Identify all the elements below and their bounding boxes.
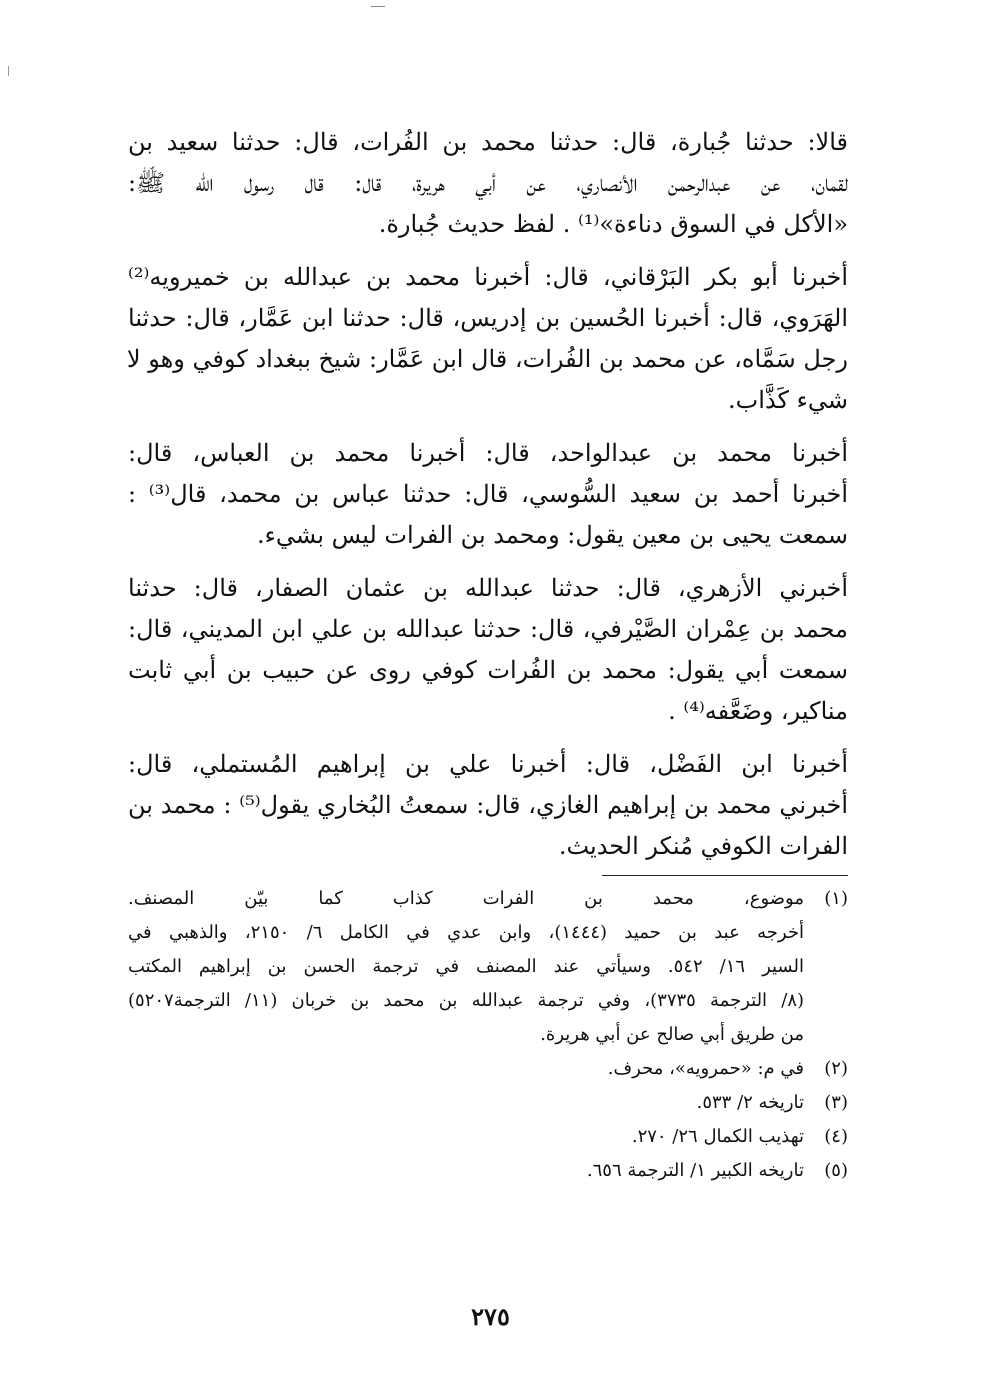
footnote-text [128,1052,804,1086]
text-line: مناكير، وضَعَّفه⁽⁴⁾ . [668,697,848,725]
text-line: لقمان، عن عبدالرحمن الأنصاري، عن أبي هريرة، قال: قال رسول الله ﷺ: [128,169,848,197]
text-line: قالا: حدثنا جُبارة، قال: حدثنا محمد بن الفُرات، قال: حدثنا سعيد بن [128,128,848,156]
margin-mark [8,66,9,76]
footnote-number: (٥) [824,1160,848,1181]
footnote-line: في م: «حمرويه»، محرف. [607,1058,804,1079]
footnote-line: موضوع، محمد بن الفرات كذاب كما بيّن المصنف. [128,888,804,909]
text-line: شيء كَذَّاب. [728,386,848,414]
text-line: سمعت يحيى بن معين يقول: ومحمد بن الفرات ليس بشيء. [257,521,848,549]
footnote-line: من طريق أبي صالح عن أبي هريرة. [540,1024,804,1045]
footnote-line: تاريخه الكبير ١/ الترجمة ٦٥٦. [586,1160,804,1181]
text-line: الهَرَوي، قال: أخبرنا الحُسين بن إدريس، قال: حدثنا ابن عَمَّار، قال: حدثنا [128,304,848,332]
paragraph [128,122,848,245]
page-number: ٢٧٥ [471,1302,510,1331]
text-line: أخبرنا محمد بن عبدالواحد، قال: أخبرنا محمد بن العباس، قال: [128,439,848,467]
footnote-text [128,1086,804,1120]
footnote [128,1052,848,1086]
text-line: أخبرني الأزهري، قال: حدثنا عبدالله بن عثمان الصفار، قال: حدثنا [128,574,848,602]
footnote-number: (٤) [824,1126,848,1147]
footnote-line: السير ١٦/ ٥٤٢. وسيأتي عند المصنف في ترجمة الحسن بن إبراهيم المكتب [128,956,804,977]
text-line: الفرات الكوفي مُنكر الحديث. [558,832,848,860]
top-mark [371,6,385,7]
footnote-text [128,1154,804,1188]
paragraph [128,568,848,732]
footnote-text [128,882,804,1052]
text-line: أخبرنا ابن الفَضْل، قال: أخبرنا علي بن إبراهيم المُستملي، قال: [128,750,848,778]
text-line: محمد بن عِمْران الصَّيْرفي، قال: حدثنا عبدالله بن علي ابن المديني، قال: [128,615,848,643]
text-line: رجل سَمَّاه، عن محمد بن الفُرات، قال ابن عَمَّار: شيخ ببغداد كوفي وهو لا [126,345,848,373]
footnote [128,882,848,1052]
footnotes [128,882,848,1188]
footnote-line: تهذيب الكمال ٢٦/ ٢٧٠. [631,1126,804,1147]
text-line: أخبرني محمد بن إبراهيم الغازي، قال: سمعتُ البُخاري يقول⁽⁵⁾ : محمد بن [128,791,849,819]
paragraph [128,744,848,867]
footnote-separator [602,875,848,876]
footnote [128,1086,848,1120]
text-line: «الأكل في السوق دناءة»⁽¹⁾ . لفظ حديث جُبارة. [378,210,848,238]
page-body [128,122,848,1188]
footnote-line: (٨/ الترجمة ٣٧٣٥)، وفي ترجمة عبدالله بن محمد بن خربان (١١/ الترجمة٥٢٠٧) [128,990,805,1011]
footnote-text [128,1120,804,1154]
footnote-line: أخرجه عبد بن حميد (١٤٤٤)، وابن عدي في الكامل ٦/ ٢١٥٠، والذهبي في [128,922,804,943]
paragraph [128,433,848,556]
text-line: أخبرنا أبو بكر البَرْقاني، قال: أخبرنا محمد بن عبدالله بن خميرويه⁽²⁾ [128,263,848,291]
footnote-number: (١) [824,888,848,909]
text-line: أخبرنا أحمد بن سعيد السُّوسي، قال: حدثنا عباس بن محمد، قال⁽³⁾ : [128,480,849,508]
main-text [128,122,848,867]
text-line: سمعت أبي يقول: محمد بن الفُرات كوفي روى عن حبيب بن أبي ثابت [128,656,848,684]
footnote-line: تاريخه ٢/ ٥٣٣. [696,1092,804,1113]
footnote [128,1120,848,1154]
footnote-number: (٣) [824,1092,848,1113]
footnote [128,1154,848,1188]
footnote-number: (٢) [824,1058,848,1079]
paragraph [128,257,848,421]
